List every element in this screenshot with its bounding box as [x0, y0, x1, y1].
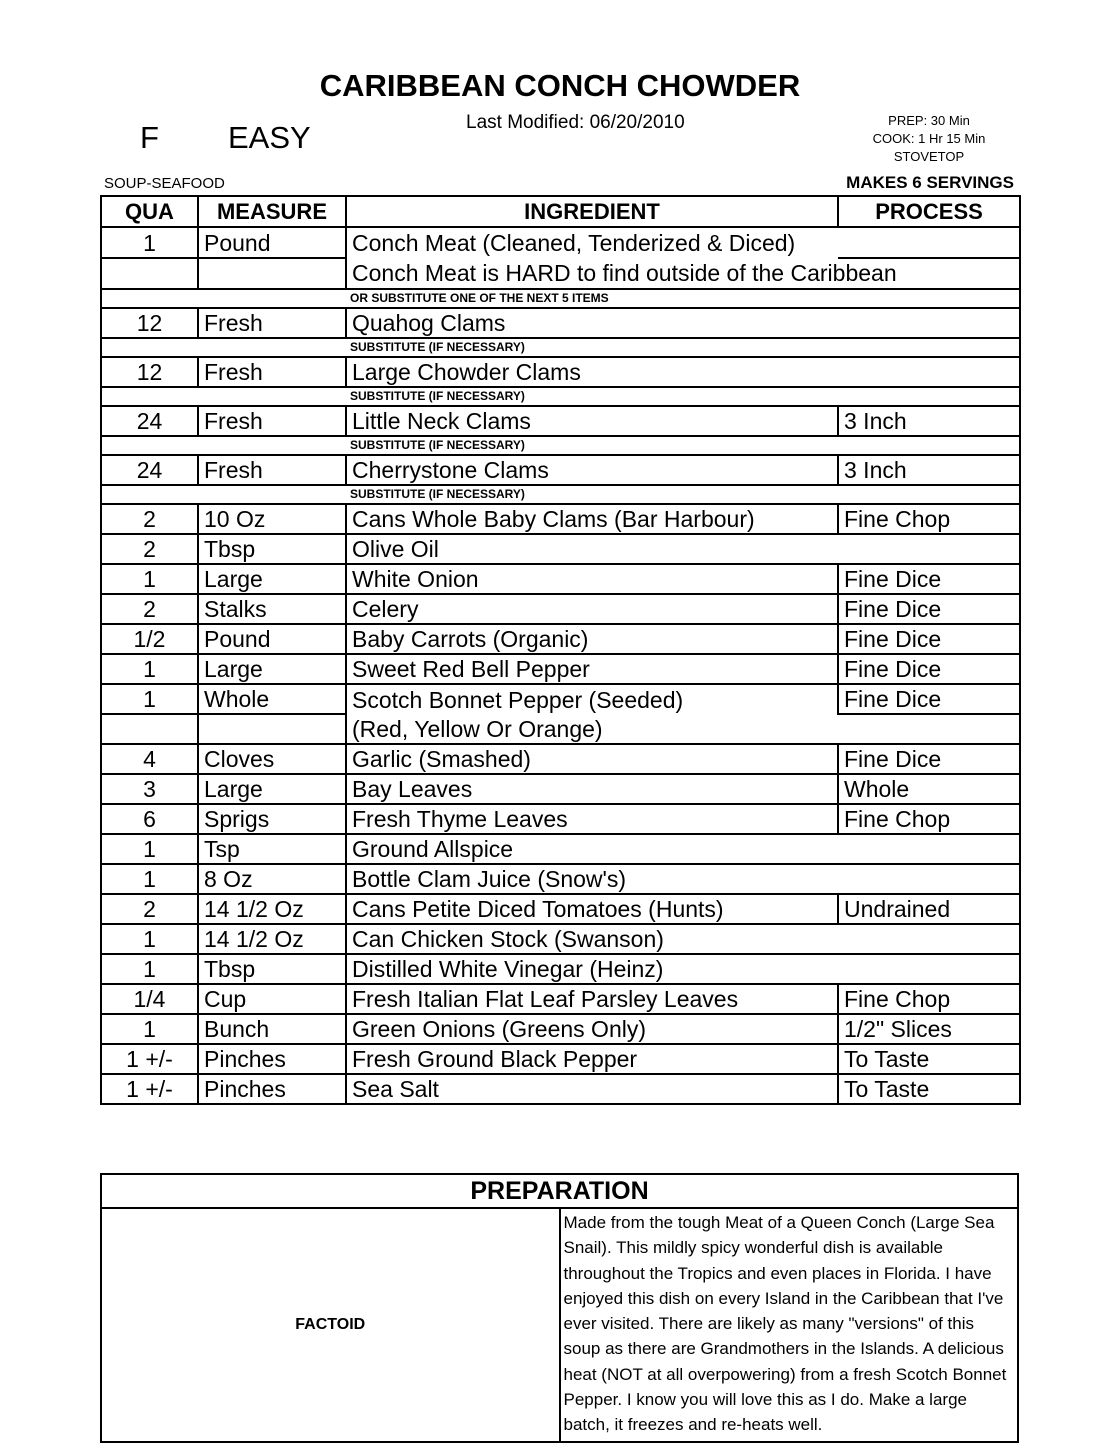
quantity-cell: 4: [101, 744, 198, 774]
preparation-heading: PREPARATION: [101, 1174, 1018, 1208]
process-cell: 3 Inch: [838, 455, 1020, 485]
difficulty-level: EASY: [228, 120, 311, 155]
process-cell: [838, 227, 1020, 258]
quantity-cell: 24: [101, 455, 198, 485]
measure-cell: Fresh: [198, 357, 346, 387]
table-row: [101, 406, 1020, 436]
preparation-table: [100, 1173, 1019, 1443]
table-header-row: [101, 196, 1020, 227]
quantity-cell: 1: [101, 954, 198, 984]
process-cell: Fine Dice: [838, 564, 1020, 594]
measure-cell: 8 Oz: [198, 864, 346, 894]
table-row: [101, 504, 1020, 534]
measure-cell: Large: [198, 774, 346, 804]
table-row: [101, 954, 1020, 984]
substitution-note-row: [101, 289, 1020, 308]
measure-cell: Fresh: [198, 308, 346, 338]
quantity-cell: 1: [101, 564, 198, 594]
measure-cell: Tbsp: [198, 534, 346, 564]
ingredient-cell: Fresh Thyme Leaves: [346, 804, 838, 834]
quantity-cell: 2: [101, 594, 198, 624]
measure-cell: Pound: [198, 624, 346, 654]
table-row: [101, 654, 1020, 684]
quantity-cell: 1: [101, 684, 198, 714]
quantity-cell: 2: [101, 894, 198, 924]
ingredient-cell: Cans Petite Diced Tomatoes (Hunts): [346, 894, 838, 924]
quantity-cell: [101, 714, 198, 744]
substitution-note: SUBSTITUTE (IF NECESSARY): [101, 436, 1020, 455]
table-row: [101, 594, 1020, 624]
table-row: [101, 1014, 1020, 1044]
measure-cell: Tbsp: [198, 954, 346, 984]
measure-cell: Pinches: [198, 1074, 346, 1104]
substitution-note-row: [101, 338, 1020, 357]
column-header-process: PROCESS: [838, 196, 1020, 227]
substitution-note: OR SUBSTITUTE ONE OF THE NEXT 5 ITEMS: [101, 289, 1020, 308]
quantity-cell: 6: [101, 804, 198, 834]
ingredient-cell: Large Chowder Clams: [346, 357, 838, 387]
measure-cell: [198, 714, 346, 744]
ingredient-cell: Green Onions (Greens Only): [346, 1014, 838, 1044]
table-row: [101, 227, 1020, 258]
measure-cell: 10 Oz: [198, 504, 346, 534]
process-cell: Fine Dice: [838, 684, 1020, 714]
measure-cell: Stalks: [198, 594, 346, 624]
quantity-cell: 1: [101, 864, 198, 894]
measure-cell: Bunch: [198, 1014, 346, 1044]
measure-cell: Tsp: [198, 834, 346, 864]
process-cell: [838, 308, 1020, 338]
substitution-note: SUBSTITUTE (IF NECESSARY): [101, 485, 1020, 504]
ingredients-table: [100, 195, 1021, 1105]
process-cell: Fine Dice: [838, 744, 1020, 774]
process-cell: 3 Inch: [838, 406, 1020, 436]
ingredient-cell: Olive Oil: [346, 534, 838, 564]
quantity-cell: 1: [101, 654, 198, 684]
process-cell: Whole: [838, 774, 1020, 804]
ingredient-cell: Can Chicken Stock (Swanson): [346, 924, 838, 954]
measure-cell: Fresh: [198, 406, 346, 436]
last-modified: Last Modified: 06/20/2010: [466, 112, 685, 133]
quantity-cell: 1: [101, 834, 198, 864]
quantity-cell: 24: [101, 406, 198, 436]
ingredient-cell: Scotch Bonnet Pepper (Seeded): [346, 684, 838, 714]
table-row: [101, 1074, 1020, 1104]
ingredient-cell: Bottle Clam Juice (Snow's): [346, 864, 838, 894]
process-cell: [838, 534, 1020, 564]
cook-time: COOK: 1 Hr 15 Min: [872, 131, 986, 146]
measure-cell: Pound: [198, 227, 346, 258]
process-cell: [838, 954, 1020, 984]
process-cell: [838, 834, 1020, 864]
measure-cell: Fresh: [198, 455, 346, 485]
ingredient-cell: White Onion: [346, 564, 838, 594]
measure-cell: Sprigs: [198, 804, 346, 834]
substitution-note: SUBSTITUTE (IF NECESSARY): [101, 387, 1020, 406]
factoid-label: FACTOID: [101, 1208, 560, 1442]
ingredient-cell: Baby Carrots (Organic): [346, 624, 838, 654]
difficulty-letter: F: [140, 120, 159, 155]
substitution-note-row: [101, 387, 1020, 406]
table-row: [101, 684, 1020, 714]
recipe-category: SOUP-SEAFOOD: [104, 175, 225, 192]
factoid-text: Made from the tough Meat of a Queen Conch (Large Sea Snail). This mildly spicy wonderful dish is available throughout the Tropics and even places in Florida. I have enjoyed this dish on every Island in the Caribbean that I've ever visited. There are likely as many "versions" of this soup as there are Grandmothers in the Islands. A delicious heat (NOT at all overpowering) from a fresh Scotch Bonnet Pepper. I know you will love this as I do. Make a large batch, it freezes and re-heats well.: [560, 1208, 1019, 1442]
quantity-cell: 12: [101, 357, 198, 387]
measure-cell: Large: [198, 564, 346, 594]
ingredient-cell: Fresh Ground Black Pepper: [346, 1044, 838, 1074]
process-cell: Fine Chop: [838, 804, 1020, 834]
servings: MAKES 6 SERVINGS: [846, 173, 1014, 192]
quantity-cell: 1 +/-: [101, 1044, 198, 1074]
quantity-cell: 1 +/-: [101, 1074, 198, 1104]
table-row: [101, 894, 1020, 924]
process-cell: Fine Dice: [838, 594, 1020, 624]
measure-cell: Cloves: [198, 744, 346, 774]
substitution-note-row: [101, 485, 1020, 504]
process-cell: Undrained: [838, 894, 1020, 924]
table-row: [101, 357, 1020, 387]
table-row: [101, 308, 1020, 338]
prep-time: PREP: 30 Min: [888, 113, 970, 128]
cooking-method: STOVETOP: [893, 149, 965, 164]
quantity-cell: 1/4: [101, 984, 198, 1014]
ingredient-cell: Celery: [346, 594, 838, 624]
ingredient-cell: Sweet Red Bell Pepper: [346, 654, 838, 684]
table-row: [101, 774, 1020, 804]
ingredient-cell: Little Neck Clams: [346, 406, 838, 436]
quantity-cell: 12: [101, 308, 198, 338]
quantity-cell: 1: [101, 227, 198, 258]
process-cell: [838, 714, 1020, 744]
column-header-ingredient: INGREDIENT: [346, 196, 838, 227]
ingredient-cell: Bay Leaves: [346, 774, 838, 804]
column-header-qua: QUA: [101, 196, 198, 227]
ingredient-cell: Fresh Italian Flat Leaf Parsley Leaves: [346, 984, 838, 1014]
ingredient-cell: Quahog Clams: [346, 308, 838, 338]
preparation-heading-row: [101, 1174, 1018, 1208]
process-cell: To Taste: [838, 1074, 1020, 1104]
measure-cell: [198, 258, 346, 289]
ingredient-cell: Sea Salt: [346, 1074, 838, 1104]
process-cell: [838, 357, 1020, 387]
table-row: [101, 534, 1020, 564]
table-row: [101, 258, 1020, 289]
table-row: [101, 834, 1020, 864]
ingredient-cell: Conch Meat is HARD to find outside of the Caribbean: [346, 258, 838, 289]
measure-cell: Cup: [198, 984, 346, 1014]
quantity-cell: [101, 258, 198, 289]
table-row: [101, 624, 1020, 654]
table-row: [101, 744, 1020, 774]
process-cell: [838, 864, 1020, 894]
table-row: [101, 455, 1020, 485]
measure-cell: 14 1/2 Oz: [198, 924, 346, 954]
substitution-note-row: [101, 436, 1020, 455]
measure-cell: Pinches: [198, 1044, 346, 1074]
quantity-cell: 1: [101, 924, 198, 954]
table-row: [101, 804, 1020, 834]
factoid-row: [101, 1208, 1018, 1442]
table-row: [101, 984, 1020, 1014]
quantity-cell: 1/2: [101, 624, 198, 654]
process-cell: Fine Chop: [838, 504, 1020, 534]
table-row: [101, 1044, 1020, 1074]
quantity-cell: 2: [101, 504, 198, 534]
column-header-measure: MEASURE: [198, 196, 346, 227]
time-info: [844, 112, 1014, 166]
ingredient-cell: Cherrystone Clams: [346, 455, 838, 485]
ingredient-cell: Cans Whole Baby Clams (Bar Harbour): [346, 504, 838, 534]
table-row: [101, 864, 1020, 894]
measure-cell: 14 1/2 Oz: [198, 894, 346, 924]
ingredient-cell: (Red, Yellow Or Orange): [346, 714, 838, 744]
quantity-cell: 1: [101, 1014, 198, 1044]
quantity-cell: 2: [101, 534, 198, 564]
ingredient-cell: Conch Meat (Cleaned, Tenderized & Diced): [346, 227, 838, 258]
substitution-note: SUBSTITUTE (IF NECESSARY): [101, 338, 1020, 357]
measure-cell: Large: [198, 654, 346, 684]
table-row: [101, 924, 1020, 954]
table-row: [101, 564, 1020, 594]
measure-cell: Whole: [198, 684, 346, 714]
ingredient-cell: Distilled White Vinegar (Heinz): [346, 954, 838, 984]
process-cell: [838, 924, 1020, 954]
ingredient-cell: Garlic (Smashed): [346, 744, 838, 774]
ingredient-cell: Ground Allspice: [346, 834, 838, 864]
process-cell: Fine Dice: [838, 654, 1020, 684]
process-cell: Fine Chop: [838, 984, 1020, 1014]
process-cell: 1/2" Slices: [838, 1014, 1020, 1044]
process-cell: Fine Dice: [838, 624, 1020, 654]
recipe-title: CARIBBEAN CONCH CHOWDER: [319, 68, 801, 103]
quantity-cell: 3: [101, 774, 198, 804]
process-cell: To Taste: [838, 1044, 1020, 1074]
table-row: [101, 714, 1020, 744]
